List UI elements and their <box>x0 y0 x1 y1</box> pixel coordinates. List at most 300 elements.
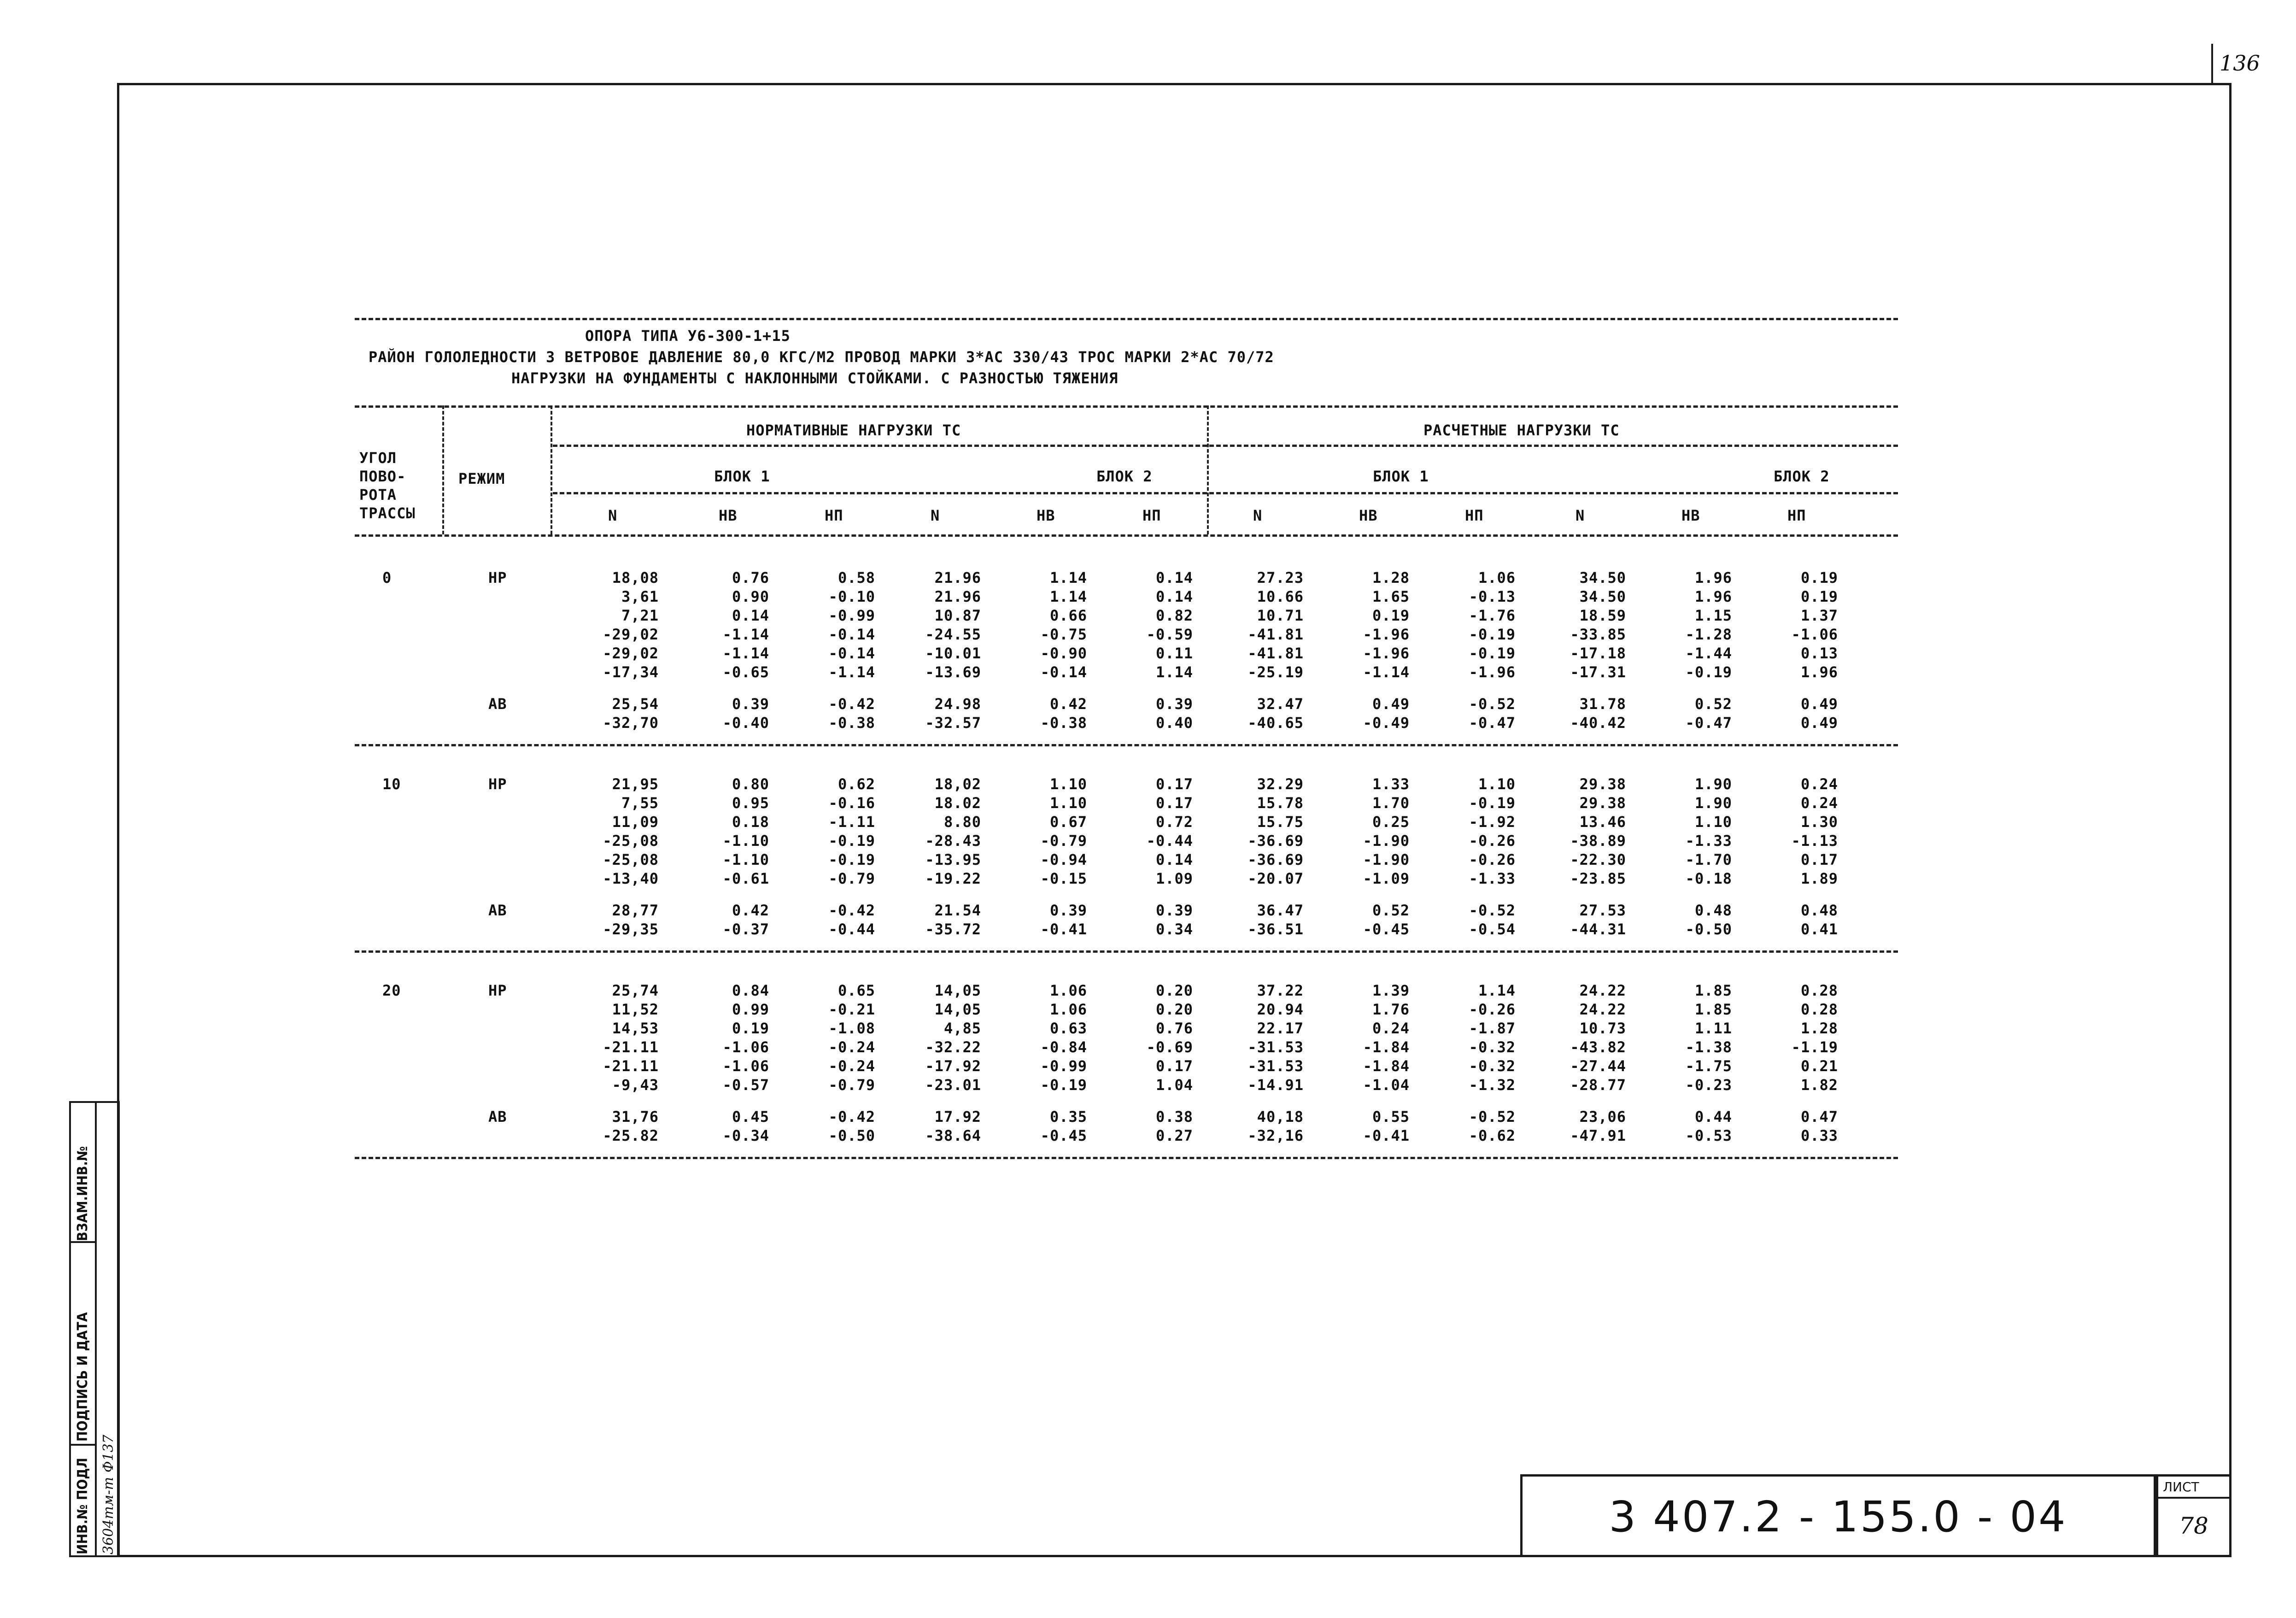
stamp-vzam-label: ВЗАМ.ИНВ.№ <box>75 1146 91 1241</box>
sheet-label: ЛИСТ <box>2158 1477 2229 1499</box>
table-cell: 0.19 <box>1800 588 1838 605</box>
table-cell: 28,77 <box>612 902 659 919</box>
table-cell: 1.39 <box>1372 982 1410 999</box>
table-cell: -1.90 <box>1363 832 1410 850</box>
table-cell: 34.50 <box>1579 588 1626 605</box>
table-cell: -1.76 <box>1469 607 1516 624</box>
table-cell: -0.84 <box>1040 1038 1087 1056</box>
table-cell: -0.99 <box>1040 1057 1087 1075</box>
table-cell: -25,08 <box>603 851 659 868</box>
table-cell: -43.82 <box>1570 1038 1626 1056</box>
table-cell: 0.67 <box>1049 813 1087 831</box>
table-cell: -25,08 <box>603 832 659 850</box>
table-cell: 1.96 <box>1800 663 1838 681</box>
group-angle: 10 <box>382 775 401 793</box>
col-separator <box>551 405 552 534</box>
table-cell: 1.04 <box>1155 1076 1193 1094</box>
table-cell: 13.46 <box>1579 813 1626 831</box>
table-cell: -0.21 <box>828 1001 875 1018</box>
table-cell: -1.38 <box>1685 1038 1732 1056</box>
table-cell: 0.24 <box>1372 1020 1410 1037</box>
title-block-sheet <box>2156 1474 2232 1557</box>
table-cell: 0.63 <box>1049 1020 1087 1037</box>
table-cell: 1.90 <box>1694 794 1732 812</box>
table-cell: 1.10 <box>1049 794 1087 812</box>
table-cell: -0.15 <box>1040 870 1087 887</box>
table-cell: -0.79 <box>1040 832 1087 850</box>
table-cell: -0.38 <box>828 714 875 732</box>
sheet-number: 78 <box>2179 1512 2208 1539</box>
table-cell: -1.14 <box>722 626 769 643</box>
table-cell: 1.11 <box>1694 1020 1732 1037</box>
table-cell: -17.18 <box>1570 645 1626 662</box>
table-cell: -0.24 <box>828 1057 875 1075</box>
table-cell: 0.14 <box>1155 569 1193 586</box>
subheader-divider <box>355 534 1898 537</box>
stamp-separator <box>71 1444 97 1446</box>
block-divider <box>553 492 1898 494</box>
table-top-border <box>355 318 1898 320</box>
table-cell: 25,54 <box>612 695 659 713</box>
block-mode: АВ <box>488 695 507 713</box>
table-cell: 31,76 <box>612 1108 659 1126</box>
table-cell: 10.71 <box>1257 607 1304 624</box>
table-cell: 27.23 <box>1257 569 1304 586</box>
table-cell: -32,16 <box>1248 1127 1304 1144</box>
table-cell: 34.50 <box>1579 569 1626 586</box>
stamp-inv-label: ИНВ.№ ПОДЛ <box>75 1458 91 1554</box>
table-cell: -0.69 <box>1146 1038 1193 1056</box>
table-cell: -0.34 <box>722 1127 769 1144</box>
table-cell: 21,95 <box>612 775 659 793</box>
header-line-1: ОПОРА ТИПА У6-300-1+15 <box>585 327 791 345</box>
table-cell: 1.14 <box>1478 982 1516 999</box>
table-cell: -0.42 <box>828 902 875 919</box>
table-cell: -1.19 <box>1791 1038 1838 1056</box>
table-cell: 0.84 <box>732 982 769 999</box>
table-cell: -41.81 <box>1248 645 1304 662</box>
table-cell: 0.62 <box>838 775 875 793</box>
table-cell: -0.41 <box>1363 1127 1410 1144</box>
table-cell: 11,52 <box>612 1001 659 1018</box>
table-cell: -19.22 <box>925 870 981 887</box>
group-divider <box>553 445 1898 447</box>
table-cell: 0.17 <box>1155 775 1193 793</box>
load-table-document <box>355 318 1898 1308</box>
table-cell: 0.14 <box>1155 851 1193 868</box>
side-stamp <box>69 1101 120 1557</box>
table-cell: 0.19 <box>1800 569 1838 586</box>
table-cell: -0.62 <box>1469 1127 1516 1144</box>
table-cell: -36.69 <box>1248 832 1304 850</box>
table-cell: 0.66 <box>1049 607 1087 624</box>
table-cell: -0.44 <box>828 920 875 938</box>
table-cell: -0.42 <box>828 695 875 713</box>
table-cell: -32.22 <box>925 1038 981 1056</box>
table-cell: 37.22 <box>1257 982 1304 999</box>
table-cell: 0.14 <box>732 607 769 624</box>
table-cell: -0.47 <box>1469 714 1516 732</box>
table-cell: 1.28 <box>1372 569 1410 586</box>
table-cell: -1.70 <box>1685 851 1732 868</box>
table-cell: -1.96 <box>1363 626 1410 643</box>
table-cell: -1.32 <box>1469 1076 1516 1094</box>
group-angle: 20 <box>382 982 401 999</box>
table-cell: 8.80 <box>943 813 981 831</box>
table-cell: -1.14 <box>828 663 875 681</box>
table-cell: -0.45 <box>1363 920 1410 938</box>
table-cell: 0.65 <box>838 982 875 999</box>
table-cell: -1.14 <box>722 645 769 662</box>
table-cell: -38.89 <box>1570 832 1626 850</box>
table-cell: -1.84 <box>1363 1057 1410 1075</box>
table-cell: 0.34 <box>1155 920 1193 938</box>
table-cell: -0.19 <box>828 851 875 868</box>
table-cell: 3,61 <box>621 588 659 605</box>
table-cell: -0.99 <box>828 607 875 624</box>
table-cell: -0.19 <box>1040 1076 1087 1094</box>
table-cell: -17.92 <box>925 1057 981 1075</box>
table-cell: 7,21 <box>621 607 659 624</box>
table-cell: -0.37 <box>722 920 769 938</box>
table-cell: -1.87 <box>1469 1020 1516 1037</box>
table-cell: 0.80 <box>732 775 769 793</box>
table-cell: -0.52 <box>1469 695 1516 713</box>
table-cell: 0.45 <box>732 1108 769 1126</box>
table-cell: 1.96 <box>1694 588 1732 605</box>
table-cell: 21.54 <box>934 902 981 919</box>
table-cell: 1.06 <box>1049 982 1087 999</box>
table-cell: -1.08 <box>828 1020 875 1037</box>
table-cell: -10.01 <box>925 645 981 662</box>
table-cell: -40.65 <box>1248 714 1304 732</box>
table-cell: 0.55 <box>1372 1108 1410 1126</box>
col-block1-normative: БЛОК 1 <box>714 468 770 485</box>
table-cell: 0.52 <box>1694 695 1732 713</box>
table-cell: 15.75 <box>1257 813 1304 831</box>
table-cell: 0.49 <box>1372 695 1410 713</box>
table-cell: 0.52 <box>1372 902 1410 919</box>
table-cell: -32,70 <box>603 714 659 732</box>
table-cell: -33.85 <box>1570 626 1626 643</box>
table-cell: 0.35 <box>1049 1108 1087 1126</box>
subheader-10: НВ <box>1681 507 1700 524</box>
table-cell: 0.17 <box>1800 851 1838 868</box>
table-cell: -1.96 <box>1469 663 1516 681</box>
table-cell: 7,55 <box>621 794 659 812</box>
table-cell: 0.42 <box>1049 695 1087 713</box>
stamp-handwritten-number: 3604тм-т Ф137 <box>100 1435 117 1554</box>
table-cell: 15.78 <box>1257 794 1304 812</box>
table-cell: -0.45 <box>1040 1127 1087 1144</box>
table-cell: 1.76 <box>1372 1001 1410 1018</box>
table-cell: 0.47 <box>1800 1108 1838 1126</box>
group-angle: 0 <box>382 569 392 586</box>
col-angle-line-1: УГОЛ <box>359 449 397 467</box>
table-cell: -0.50 <box>828 1127 875 1144</box>
table-cell: 18.59 <box>1579 607 1626 624</box>
table-cell: 1.37 <box>1800 607 1838 624</box>
table-cell: -1.90 <box>1363 851 1410 868</box>
table-cell: 0.82 <box>1155 607 1193 624</box>
table-cell: -17.31 <box>1570 663 1626 681</box>
table-cell: -23.01 <box>925 1076 981 1094</box>
table-cell: -0.23 <box>1685 1076 1732 1094</box>
table-cell: 21.96 <box>934 569 981 586</box>
table-cell: -0.19 <box>1469 794 1516 812</box>
table-cell: 1.33 <box>1372 775 1410 793</box>
table-cell: 1.06 <box>1478 569 1516 586</box>
table-cell: -1.96 <box>1363 645 1410 662</box>
table-cell: 1.10 <box>1478 775 1516 793</box>
group-separator <box>355 950 1898 953</box>
stamp-separator <box>71 1241 97 1243</box>
group-separator <box>355 1157 1898 1159</box>
table-cell: -0.40 <box>722 714 769 732</box>
table-cell: 18,02 <box>934 775 981 793</box>
table-cell: -38.64 <box>925 1127 981 1144</box>
table-cell: 24.98 <box>934 695 981 713</box>
table-cell: -41.81 <box>1248 626 1304 643</box>
subheader-5: НП <box>1142 507 1161 524</box>
table-cell: 22.17 <box>1257 1020 1304 1037</box>
table-cell: 1.15 <box>1694 607 1732 624</box>
table-cell: -23.85 <box>1570 870 1626 887</box>
table-cell: 0.49 <box>1800 695 1838 713</box>
block-mode: НР <box>488 569 507 586</box>
table-cell: -1.13 <box>1791 832 1838 850</box>
table-cell: 1.89 <box>1800 870 1838 887</box>
table-cell: 4,85 <box>943 1020 981 1037</box>
table-cell: -1.28 <box>1685 626 1732 643</box>
table-cell: -40.42 <box>1570 714 1626 732</box>
table-cell: 0.95 <box>732 794 769 812</box>
table-cell: -25.19 <box>1248 663 1304 681</box>
col-angle-line-4: ТРАССЫ <box>359 504 416 522</box>
table-cell: -0.50 <box>1685 920 1732 938</box>
table-cell: 1.85 <box>1694 982 1732 999</box>
table-cell: -1.33 <box>1469 870 1516 887</box>
table-cell: 1.82 <box>1800 1076 1838 1094</box>
table-cell: -9,43 <box>612 1076 659 1094</box>
col-angle-line-3: РОТА <box>359 486 397 504</box>
table-cell: 0.48 <box>1800 902 1838 919</box>
table-cell: -0.44 <box>1146 832 1193 850</box>
table-cell: -0.53 <box>1685 1127 1732 1144</box>
table-cell: -17,34 <box>603 663 659 681</box>
header-line-3: НАГРУЗКИ НА ФУНДАМЕНТЫ С НАКЛОННЫМИ СТОЙКАМИ. С РАЗНОСТЬЮ ТЯЖЕНИЯ <box>511 369 1119 387</box>
table-cell: -35.72 <box>925 920 981 938</box>
table-cell: 14,05 <box>934 1001 981 1018</box>
table-cell: 36.47 <box>1257 902 1304 919</box>
table-cell: -0.54 <box>1469 920 1516 938</box>
table-cell: -0.52 <box>1469 1108 1516 1126</box>
table-cell: -0.19 <box>828 832 875 850</box>
table-cell: 0.39 <box>1155 695 1193 713</box>
table-cell: 0.14 <box>1155 588 1193 605</box>
subheader-8: НП <box>1465 507 1484 524</box>
table-cell: -0.61 <box>722 870 769 887</box>
table-cell: -1.75 <box>1685 1057 1732 1075</box>
table-cell: -1.06 <box>722 1057 769 1075</box>
table-cell: 18.02 <box>934 794 981 812</box>
table-cell: 0.42 <box>732 902 769 919</box>
table-cell: 0.90 <box>732 588 769 605</box>
table-cell: -13,40 <box>603 870 659 887</box>
table-cell: 0.99 <box>732 1001 769 1018</box>
table-cell: -1.84 <box>1363 1038 1410 1056</box>
table-cell: -1.09 <box>1363 870 1410 887</box>
table-cell: -29,02 <box>603 626 659 643</box>
table-cell: 10.66 <box>1257 588 1304 605</box>
table-cell: 0.39 <box>1155 902 1193 919</box>
table-cell: 10.73 <box>1579 1020 1626 1037</box>
table-cell: 0.76 <box>1155 1020 1193 1037</box>
table-cell: 29.38 <box>1579 794 1626 812</box>
table-cell: 0.39 <box>1049 902 1087 919</box>
table-cell: 0.17 <box>1155 794 1193 812</box>
corner-tick <box>2211 44 2213 85</box>
table-cell: 1.14 <box>1049 569 1087 586</box>
table-cell: 0.19 <box>732 1020 769 1037</box>
table-cell: 1.28 <box>1800 1020 1838 1037</box>
table-cell: -0.26 <box>1469 1001 1516 1018</box>
table-cell: -22.30 <box>1570 851 1626 868</box>
block-mode: НР <box>488 982 507 999</box>
table-cell: 0.20 <box>1155 1001 1193 1018</box>
table-cell: -0.18 <box>1685 870 1732 887</box>
table-cell: -0.79 <box>828 1076 875 1094</box>
table-cell: 0.11 <box>1155 645 1193 662</box>
table-cell: -20.07 <box>1248 870 1304 887</box>
table-cell: -0.49 <box>1363 714 1410 732</box>
table-cell: -24.55 <box>925 626 981 643</box>
table-cell: -0.65 <box>722 663 769 681</box>
table-cell: -0.57 <box>722 1076 769 1094</box>
col-block1-design: БЛОК 1 <box>1373 468 1429 485</box>
table-cell: 0.13 <box>1800 645 1838 662</box>
table-cell: -0.19 <box>1469 626 1516 643</box>
subheader-4: НВ <box>1037 507 1055 524</box>
table-cell: -0.59 <box>1146 626 1193 643</box>
table-cell: -1.06 <box>1791 626 1838 643</box>
table-cell: 0.18 <box>732 813 769 831</box>
table-cell: 1.30 <box>1800 813 1838 831</box>
table-cell: 11,09 <box>612 813 659 831</box>
table-cell: 1.10 <box>1694 813 1732 831</box>
table-cell: 21.96 <box>934 588 981 605</box>
table-cell: -0.32 <box>1469 1038 1516 1056</box>
col-block2-design: БЛОК 2 <box>1774 468 1830 485</box>
table-cell: -0.14 <box>828 645 875 662</box>
table-cell: 0.44 <box>1694 1108 1732 1126</box>
table-cell: -0.42 <box>828 1108 875 1126</box>
table-cell: -0.14 <box>828 626 875 643</box>
table-cell: -0.90 <box>1040 645 1087 662</box>
table-cell: 25,74 <box>612 982 659 999</box>
table-cell: -13.69 <box>925 663 981 681</box>
block-mode: АВ <box>488 1108 507 1126</box>
table-cell: -25.82 <box>603 1127 659 1144</box>
table-cell: -0.75 <box>1040 626 1087 643</box>
table-cell: 29.38 <box>1579 775 1626 793</box>
table-cell: -0.41 <box>1040 920 1087 938</box>
subheader-6: N <box>1253 507 1263 524</box>
table-cell: 0.24 <box>1800 794 1838 812</box>
table-cell: -28.43 <box>925 832 981 850</box>
table-cell: -1.11 <box>828 813 875 831</box>
col-mode: РЕЖИМ <box>458 470 505 487</box>
block-mode: НР <box>488 775 507 793</box>
table-cell: -47.91 <box>1570 1127 1626 1144</box>
table-cell: -29,02 <box>603 645 659 662</box>
table-cell: 0.48 <box>1694 902 1732 919</box>
table-cell: 17.92 <box>934 1108 981 1126</box>
block-mode: АВ <box>488 902 507 919</box>
table-cell: 0.27 <box>1155 1127 1193 1144</box>
table-cell: -0.16 <box>828 794 875 812</box>
table-cell: -21.11 <box>603 1057 659 1075</box>
table-cell: 32.29 <box>1257 775 1304 793</box>
table-cell: 14,05 <box>934 982 981 999</box>
table-cell: -0.19 <box>1685 663 1732 681</box>
table-cell: 1.09 <box>1155 870 1193 887</box>
table-cell: 1.14 <box>1155 663 1193 681</box>
table-cell: 0.76 <box>732 569 769 586</box>
subheader-7: НВ <box>1359 507 1378 524</box>
col-normative: НОРМАТИВНЫЕ НАГРУЗКИ ТС <box>746 422 961 439</box>
table-cell: -0.10 <box>828 588 875 605</box>
table-cell: -32.57 <box>925 714 981 732</box>
table-cell: -0.26 <box>1469 832 1516 850</box>
table-cell: 1.90 <box>1694 775 1732 793</box>
table-cell: 14,53 <box>612 1020 659 1037</box>
table-cell: -29,35 <box>603 920 659 938</box>
table-cell: 0.24 <box>1800 775 1838 793</box>
table-cell: -31.53 <box>1248 1057 1304 1075</box>
subheader-9: N <box>1576 507 1585 524</box>
table-cell: -21.11 <box>603 1038 659 1056</box>
table-cell: -14.91 <box>1248 1076 1304 1094</box>
table-cell: 18,08 <box>612 569 659 586</box>
table-cell: 1.14 <box>1049 588 1087 605</box>
header-divider <box>355 405 1898 408</box>
table-cell: 27.53 <box>1579 902 1626 919</box>
table-cell: 0.21 <box>1800 1057 1838 1075</box>
table-cell: 0.17 <box>1155 1057 1193 1075</box>
table-cell: 0.41 <box>1800 920 1838 938</box>
table-cell: -0.24 <box>828 1038 875 1056</box>
table-cell: -36.69 <box>1248 851 1304 868</box>
subheader-3: N <box>931 507 940 524</box>
stamp-sign-label: ПОДПИСЬ И ДАТА <box>75 1312 91 1442</box>
table-cell: -1.33 <box>1685 832 1732 850</box>
subheader-0: N <box>608 507 618 524</box>
table-cell: -44.31 <box>1570 920 1626 938</box>
table-cell: -36.51 <box>1248 920 1304 938</box>
table-cell: -0.94 <box>1040 851 1087 868</box>
table-cell: 23,06 <box>1579 1108 1626 1126</box>
table-cell: -1.44 <box>1685 645 1732 662</box>
table-cell: 0.20 <box>1155 982 1193 999</box>
subheader-1: НВ <box>719 507 738 524</box>
table-cell: 0.25 <box>1372 813 1410 831</box>
col-separator <box>1207 405 1209 534</box>
table-cell: 0.40 <box>1155 714 1193 732</box>
table-cell: 0.58 <box>838 569 875 586</box>
table-cell: -0.26 <box>1469 851 1516 868</box>
table-cell: 1.65 <box>1372 588 1410 605</box>
